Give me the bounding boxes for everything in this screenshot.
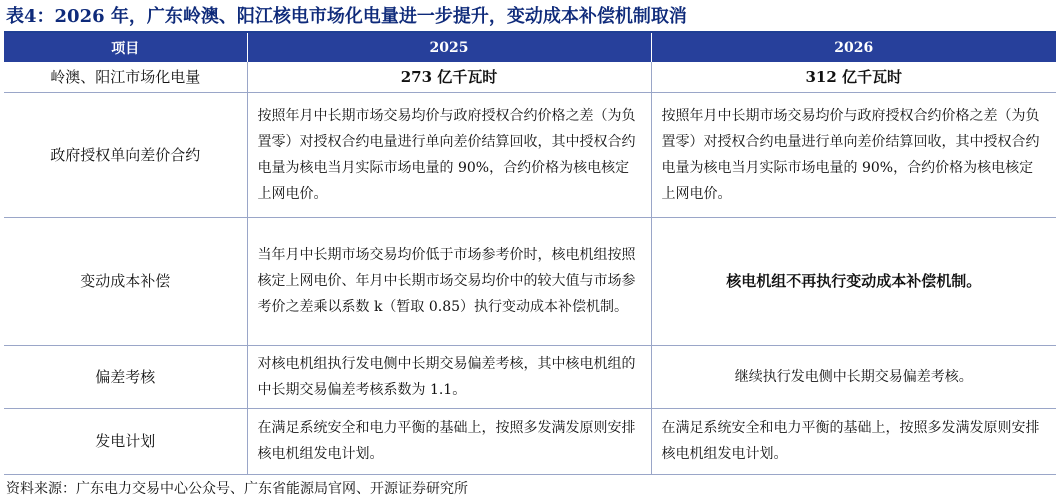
- cell-2026: 在满足系统安全和电力平衡的基础上，按照多发满发原则安排核电机组发电计划。: [651, 408, 1056, 474]
- table-row: [4, 345, 1056, 408]
- header-2026: 2026: [651, 33, 1056, 62]
- row-label: 岭澳、阳江市场化电量: [4, 62, 247, 92]
- cell-2026: 核电机组不再执行变动成本补偿机制。: [651, 217, 1056, 345]
- row-label: 政府授权单向差价合约: [4, 92, 247, 217]
- cell-2026: 按照年月中长期市场交易均价与政府授权合约价格之差（为负置零）对授权合约电量进行单向差价结算回收，其中授权合约电量为核电当月实际市场电量的 90%，合约价格为核电核定上网电价。: [651, 92, 1056, 217]
- table-row: [4, 62, 1056, 92]
- row-label: 偏差考核: [4, 345, 247, 408]
- table-row: [4, 217, 1056, 345]
- cell-2025: 按照年月中长期市场交易均价与政府授权合约价格之差（为负置零）对授权合约电量进行单向差价结算回收，其中授权合约电量为核电当月实际市场电量的 90%，合约价格为核电核定上网电价。: [247, 92, 651, 217]
- row-label: 发电计划: [4, 408, 247, 474]
- row-label: 变动成本补偿: [4, 217, 247, 345]
- comparison-table: [4, 33, 1056, 475]
- cell-2025: 当年月中长期市场交易均价低于市场参考价时，核电机组按照核定上网电价、年月中长期市场交易均价中的较大值与市场参考价之差乘以系数 k（暂取 0.85）执行变动成本补偿机制。: [247, 217, 651, 345]
- cell-2025: 对核电机组执行发电侧中长期交易偏差考核，其中核电机组的中长期交易偏差考核系数为 1.1。: [247, 345, 651, 408]
- table-title: 表4：2026 年，广东岭澳、阳江核电市场化电量进一步提升，变动成本补偿机制取消: [6, 6, 687, 27]
- header-2025: 2025: [247, 33, 651, 62]
- table-header-row: [4, 33, 1056, 62]
- table-row: [4, 92, 1056, 217]
- cell-2025: 在满足系统安全和电力平衡的基础上，按照多发满发原则安排核电机组发电计划。: [247, 408, 651, 474]
- cell-2026: 312 亿千瓦时: [651, 62, 1056, 92]
- table-row: [4, 408, 1056, 474]
- cell-2025: 273 亿千瓦时: [247, 62, 651, 92]
- source-note: 资料来源：广东电力交易中心公众号、广东省能源局官网、开源证券研究所: [6, 481, 468, 497]
- header-item: 项目: [4, 33, 247, 62]
- cell-2026: 继续执行发电侧中长期交易偏差考核。: [651, 345, 1056, 408]
